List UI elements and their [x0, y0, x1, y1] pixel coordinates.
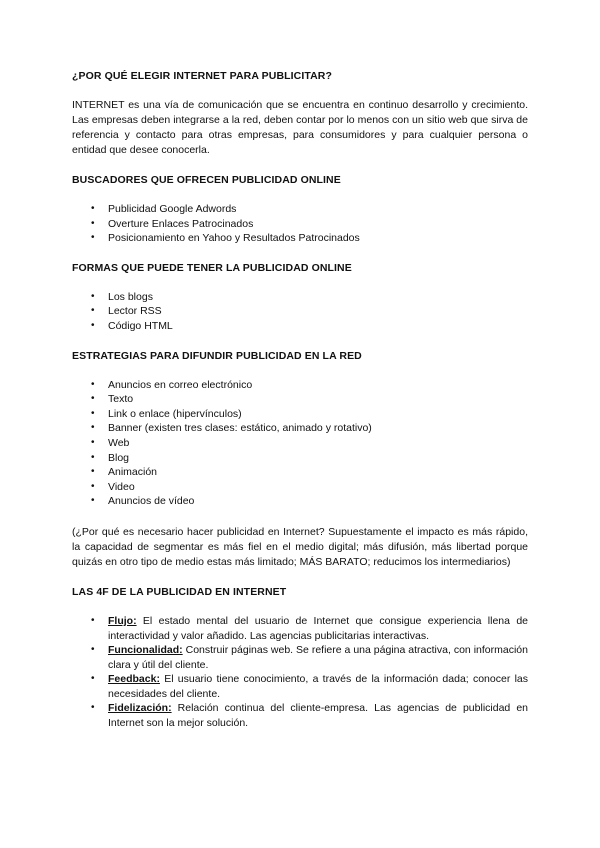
term-label: Funcionalidad: — [108, 644, 183, 657]
list-item: • Posicionamiento en Yahoo y Resultados Patrocinados — [108, 231, 528, 246]
bullet-list — [72, 290, 528, 334]
section-heading: ¿POR QUÉ ELEGIR INTERNET PARA PUBLICITAR? — [72, 70, 332, 82]
list-item-fidelizacion — [108, 701, 528, 730]
list-item: • Anuncios de vídeo — [108, 494, 528, 509]
term-description: El usuario tiene conocimiento, a través de la información dada; conocer las necesidades del cliente. — [108, 673, 528, 700]
list-item: • Los blogs — [108, 290, 528, 305]
list-item-feedback — [108, 672, 528, 701]
list-item: • Publicidad Google Adwords — [108, 202, 528, 217]
list-item: • Texto — [108, 392, 528, 407]
section-heading: BUSCADORES QUE OFRECEN PUBLICIDAD ONLINE — [72, 174, 341, 186]
paragraph: INTERNET es una vía de comunicación que se encuentra en continuo desarrollo y crecimiento. Las empresas deben integrarse a la red, deben contar por lo menos con un sitio web que sirva de referencia y contacto para otras empresas, para consumidores y para cualquier persona o entidad que desee conocerla. — [72, 99, 528, 156]
term-label: Fidelización: — [108, 702, 172, 715]
section-4f — [72, 586, 528, 731]
term-description: Construir páginas web. Se refiere a una página atractiva, con información clara y útil del cliente. — [108, 644, 528, 671]
list-item-funcionalidad — [108, 643, 528, 672]
list-item: • Banner (existen tres clases: estático, animado y rotativo) — [108, 421, 528, 436]
term-label: Flujo: — [108, 614, 137, 627]
list-item: • Anuncios en correo electrónico — [108, 378, 528, 393]
section-heading: FORMAS QUE PUEDE TENER LA PUBLICIDAD ONLINE — [72, 261, 352, 274]
list-item: • Link o enlace (hipervínculos) — [108, 407, 528, 422]
list-item: • Lector RSS — [108, 304, 528, 319]
term-label: Feedback: — [108, 673, 160, 686]
list-item: • Código HTML — [108, 319, 528, 334]
section-strategies — [72, 350, 528, 570]
term-description: El estado mental del usuario de Internet que consigue experiencia llena de interactividad y valor añadido. Las agencias publicitarias interactivas. — [108, 614, 528, 642]
paragraph: (¿Por qué es necesario hacer publicidad en Internet? Supuestamente el impacto es más rápido, la capacidad de segmentar es más fiel en el medio digital; más difusión, más libertad porque quizás en otro tipo de medio estas más limitado; MÁS BARATO; reducimos los intermediarios) — [72, 525, 528, 568]
bullet-list — [72, 378, 528, 509]
list-item: • Animación — [108, 465, 528, 480]
bullet-list — [72, 202, 528, 246]
list-item: • Video — [108, 480, 528, 495]
bullet-list — [72, 614, 528, 731]
list-item: • Blog — [108, 451, 528, 466]
section-heading: ESTRATEGIAS PARA DIFUNDIR PUBLICIDAD EN LA RED — [72, 349, 362, 362]
section-why-internet — [72, 70, 528, 158]
section-heading: LAS 4F DE LA PUBLICIDAD EN INTERNET — [72, 585, 287, 598]
section-search-engines — [72, 174, 528, 246]
term-description: Relación continua del cliente-empresa. Las agencias de publicidad en Internet son la mejor solución. — [108, 702, 528, 730]
section-forms — [72, 262, 528, 334]
list-item-flujo — [108, 614, 528, 643]
list-item: • Overture Enlaces Patrocinados — [108, 217, 528, 232]
list-item: • Web — [108, 436, 528, 451]
